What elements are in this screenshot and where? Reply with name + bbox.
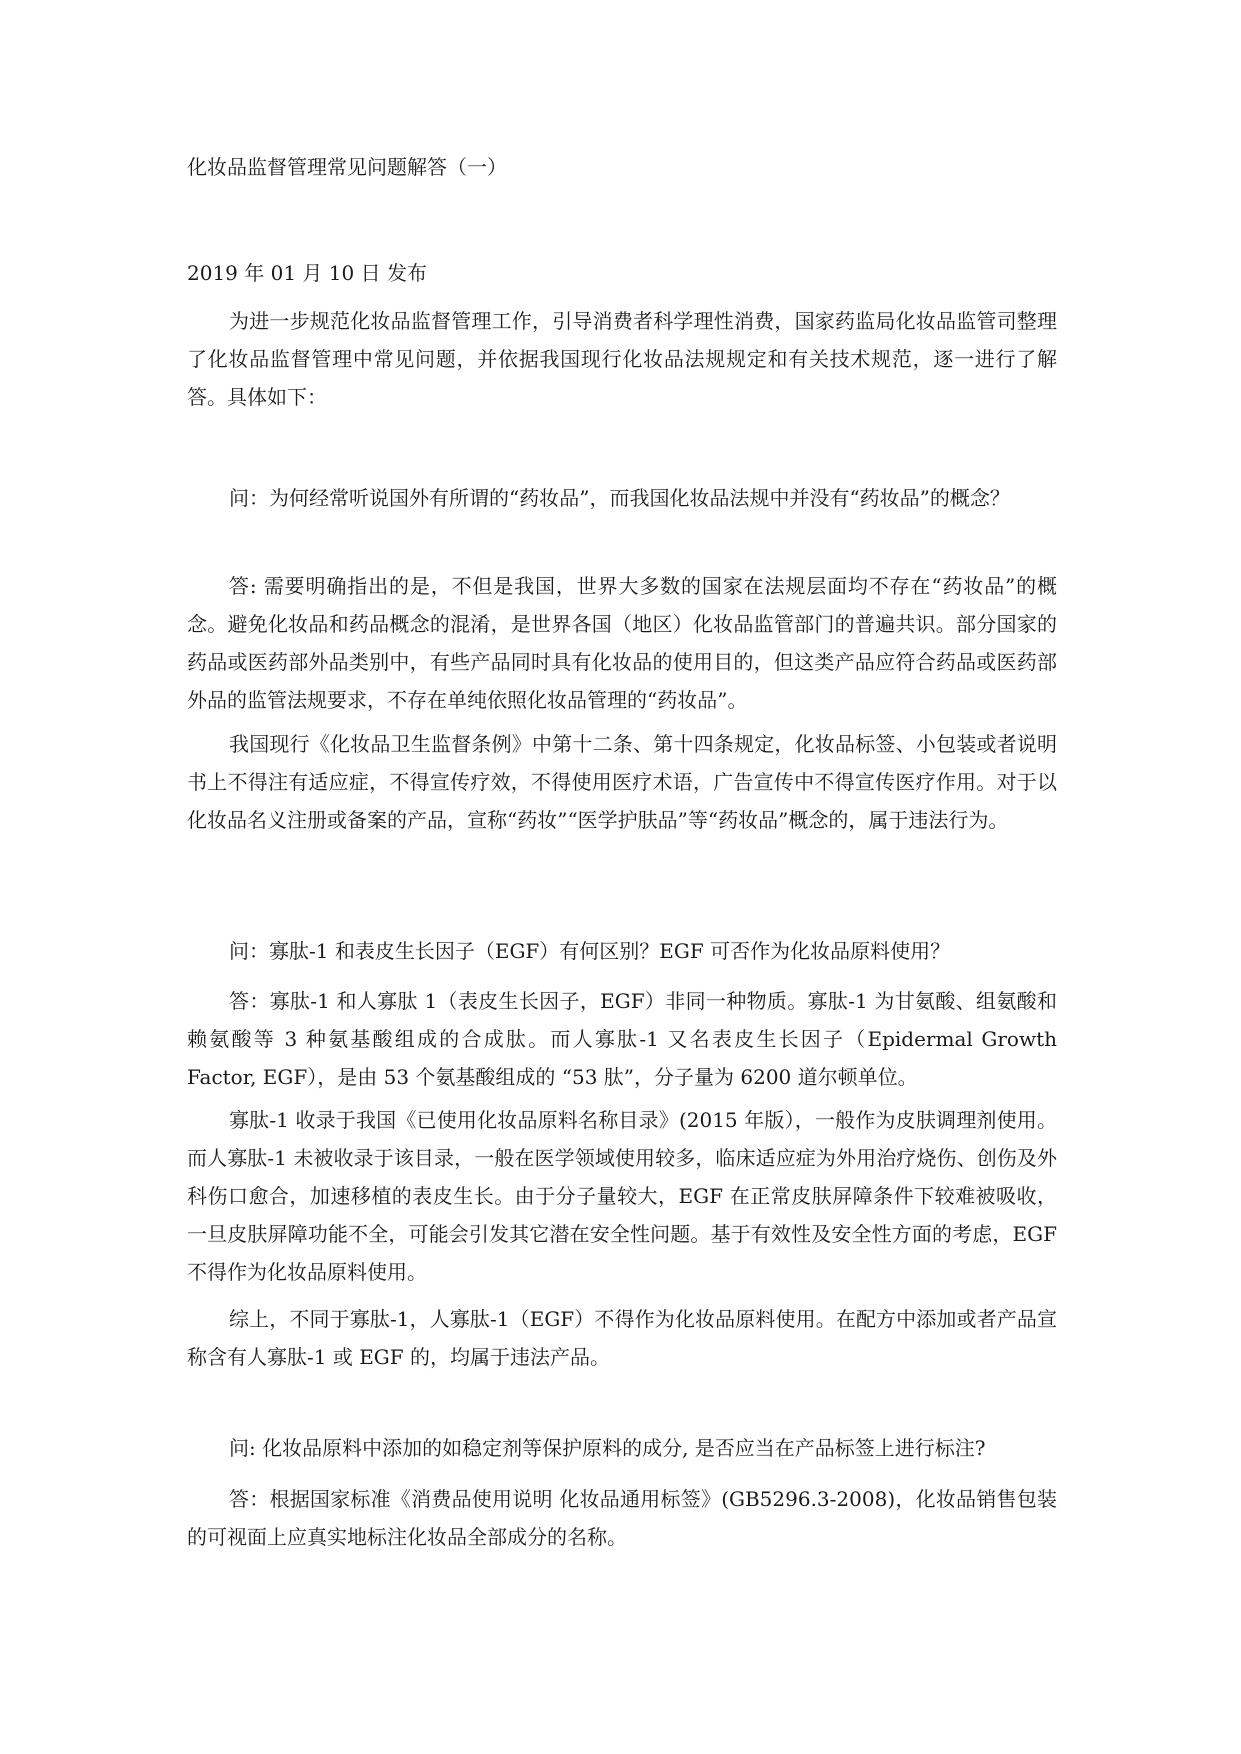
answer-1-paragraph-1: 答: 需要明确指出的是，不但是我国，世界大多数的国家在法规层面均不存在“药妆品”的概念。避免化妆品和药品概念的混淆，是世界各国（地区）化妆品监管部门的普遍共识。部分国家的药品或医药部外品类别中，有些产品同时具有化妆品的使用目的，但这类产品应符合药品或医药部外品的监管法规要求，不存在单纯依照化妆品管理的“药妆品”。 <box>187 574 1057 712</box>
answer-3-paragraph-1: 答：根据国家标准《消费品使用说明 化妆品通用标签》(GB5296.3-2008)，化妆品销售包装的可视面上应真实地标注化妆品全部成分的名称。 <box>187 1487 1057 1549</box>
answer-1-paragraph-2: 我国现行《化妆品卫生监督条例》中第十二条、第十四条规定，化妆品标签、小包装或者说明书上不得注有适应症，不得宣传疗效，不得使用医疗术语，广告宣传中不得宣传医疗作用。对于以化妆品名义注册或备案的产品，宣称“药妆”“医学护肤品”等“药妆品”概念的，属于违法行为。 <box>187 732 1057 832</box>
document-title: 化妆品监督管理常见问题解答（一） <box>187 155 507 179</box>
question-3: 问: 化妆品原料中添加的如稳定剂等保护原料的成分, 是否应当在产品标签上进行标注? <box>229 1436 986 1460</box>
answer-2-paragraph-1: 答：寡肽-1 和人寡肽 1（表皮生长因子，EGF）非同一种物质。寡肽-1 为甘氨酸、组氨酸和赖氨酸等 3 种氨基酸组成的合成肽。而人寡肽-1 又名表皮生长因子（Epidermal Growth Factor, EGF），是由 53 个氨基酸组成的 “53 肽”，分子量为 6200 道尔顿单位。 <box>187 989 1057 1089</box>
question-1: 问：为何经常听说国外有所谓的“药妆品”，而我国化妆品法规中并没有“药妆品”的概念？ <box>229 486 1010 510</box>
document-page <box>187 0 1057 1754</box>
question-2: 问：寡肽-1 和表皮生长因子（EGF）有何区别？EGF 可否作为化妆品原料使用？ <box>229 939 951 963</box>
intro-paragraph: 为进一步规范化妆品监督管理工作，引导消费者科学理性消费，国家药监局化妆品监管司整理了化妆品监督管理中常见问题，并依据我国现行化妆品法规规定和有关技术规范，逐一进行了解答。具体如下： <box>187 309 1057 409</box>
publish-date: 2019 年 01 月 10 日 发布 <box>187 261 427 285</box>
answer-2-paragraph-3: 综上，不同于寡肽-1，人寡肽-1（EGF）不得作为化妆品原料使用。在配方中添加或者产品宣称含有人寡肽-1 或 EGF 的，均属于违法产品。 <box>187 1307 1057 1369</box>
answer-2-paragraph-2: 寡肽-1 收录于我国《已使用化妆品原料名称目录》(2015 年版），一般作为皮肤调理剂使用。而人寡肽-1 未被收录于该目录，一般在医学领域使用较多，临床适应症为外用治疗烧伤、创伤及外科伤口愈合，加速移植的表皮生长。由于分子量较大，EGF 在正常皮肤屏障条件下较难被吸收，一旦皮肤屏障功能不全，可能会引发其它潜在安全性问题。基于有效性及安全性方面的考虑，EGF 不得作为化妆品原料使用。 <box>187 1108 1057 1284</box>
